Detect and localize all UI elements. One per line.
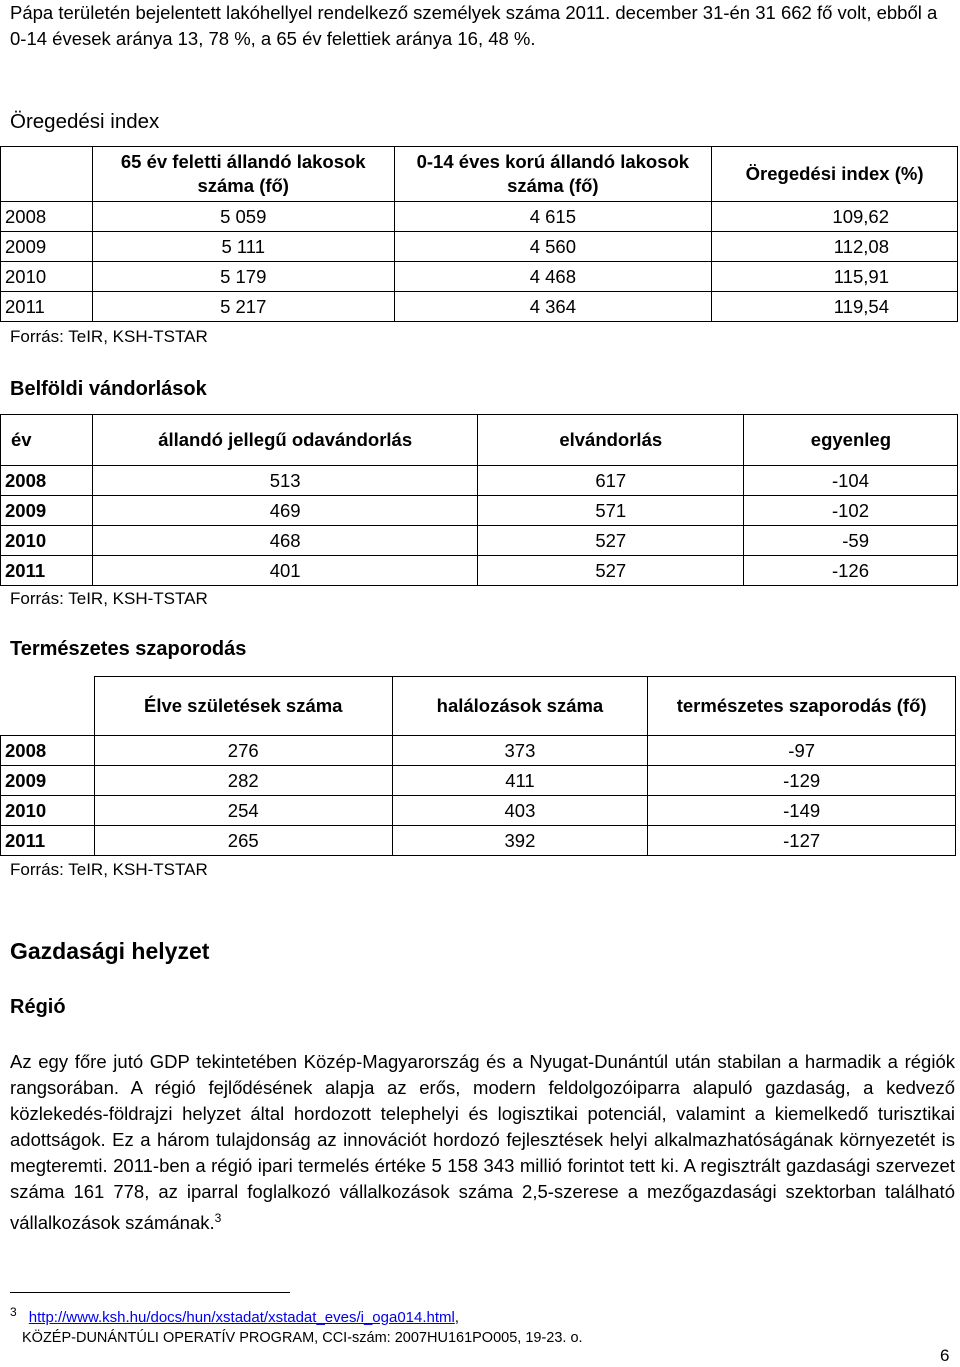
table-cell: 4 560: [394, 232, 712, 262]
table-cell: -59: [744, 526, 958, 556]
table-row: [1, 202, 958, 232]
table-cell: 109,62: [712, 202, 958, 232]
footnote-ref[interactable]: 3: [214, 1211, 222, 1225]
table-cell: 119,54: [712, 292, 958, 322]
table-cell: 513: [92, 466, 478, 496]
table-cell: 282: [94, 766, 392, 796]
footnote-link[interactable]: http://www.ksh.hu/docs/hun/xstadat/xstadat_eves/i_oga014.html: [28, 1308, 455, 1326]
table-cell: 401: [92, 556, 478, 586]
table-cell: 403: [392, 796, 648, 826]
table-cell: 5 111: [92, 232, 394, 262]
table-cell: -129: [648, 766, 956, 796]
header-cell: 65 év feletti állandó lakosok száma (fő): [92, 147, 394, 202]
table-row: [1, 466, 958, 496]
table-row: [1, 766, 956, 796]
natural-table: [0, 676, 956, 856]
table-cell: 373: [392, 736, 648, 766]
header-cell: egyenleg: [744, 415, 958, 466]
page-number: 6: [940, 1346, 950, 1365]
table-cell: 4 364: [394, 292, 712, 322]
economy-heading: Gazdasági helyzet: [10, 938, 210, 964]
table-header-row: [1, 415, 958, 466]
table-row: [1, 526, 958, 556]
header-cell: 0-14 éves korú állandó lakosok száma (fő): [394, 147, 712, 202]
aging-table: [0, 146, 958, 322]
table-cell: 527: [478, 556, 744, 586]
table-cell: 2008: [1, 736, 95, 766]
aging-title: Öregedési index: [10, 110, 160, 133]
footnote-text: KÖZÉP-DUNÁNTÚLI OPERATÍV PROGRAM, CCI-szám: 2007HU161PO005, 19-23. o.: [22, 1329, 583, 1346]
footnote: [10, 1302, 583, 1348]
table-cell: 2009: [1, 232, 93, 262]
table-cell: -126: [744, 556, 958, 586]
table-cell: -149: [648, 796, 956, 826]
natural-title: Természetes szaporodás: [10, 638, 247, 660]
table-cell: 468: [92, 526, 478, 556]
header-cell: állandó jellegű odavándorlás: [92, 415, 478, 466]
table-cell: 5 059: [92, 202, 394, 232]
table-cell: 2008: [1, 202, 93, 232]
table-cell: 411: [392, 766, 648, 796]
table-cell: 2011: [1, 556, 93, 586]
header-cell: Élve születések száma: [94, 677, 392, 736]
table-cell: -104: [744, 466, 958, 496]
table-cell: -102: [744, 496, 958, 526]
table-cell: 2009: [1, 766, 95, 796]
footnote-number: 3: [10, 1305, 17, 1319]
table-cell: 617: [478, 466, 744, 496]
table-cell: 115,91: [712, 262, 958, 292]
table-cell: 2010: [1, 526, 93, 556]
header-cell: Öregedési index (%): [712, 147, 958, 202]
migration-title: Belföldi vándorlások: [10, 378, 207, 400]
table-cell: -127: [648, 826, 956, 856]
table-row: [1, 232, 958, 262]
header-cell: halálozások száma: [392, 677, 648, 736]
region-heading: Régió: [10, 996, 66, 1018]
table-row: [1, 496, 958, 526]
table-cell: 2011: [1, 292, 93, 322]
header-cell: elvándorlás: [478, 415, 744, 466]
table-header-row: [1, 147, 958, 202]
header-cell: [1, 147, 93, 202]
table-cell: 4 468: [394, 262, 712, 292]
table-cell: 2009: [1, 496, 93, 526]
natural-source: Forrás: TeIR, KSH-TSTAR: [10, 860, 208, 879]
table-cell: 112,08: [712, 232, 958, 262]
table-row: [1, 292, 958, 322]
table-cell: 4 615: [394, 202, 712, 232]
table-cell: -97: [648, 736, 956, 766]
intro-paragraph: Pápa területén bejelentett lakóhellyel rendelkező személyek száma 2011. december 31-én 31 662 fő volt, ebből a 0-14 évesek aránya 13, 78 %, a 65 év felettiek aránya 16, 48 %.: [10, 2, 938, 49]
table-row: [1, 826, 956, 856]
table-cell: 392: [392, 826, 648, 856]
table-row: [1, 736, 956, 766]
table-cell: 469: [92, 496, 478, 526]
table-cell: 2010: [1, 796, 95, 826]
migration-source: Forrás: TeIR, KSH-TSTAR: [10, 589, 208, 608]
table-cell: 527: [478, 526, 744, 556]
table-cell: 5 179: [92, 262, 394, 292]
table-cell: 2008: [1, 466, 93, 496]
table-cell: 571: [478, 496, 744, 526]
header-cell: [1, 677, 95, 736]
aging-source: Forrás: TeIR, KSH-TSTAR: [10, 327, 208, 346]
footnote-divider: [10, 1292, 290, 1293]
table-cell: 2010: [1, 262, 93, 292]
table-cell: 265: [94, 826, 392, 856]
header-cell: természetes szaporodás (fő): [648, 677, 956, 736]
table-row: [1, 556, 958, 586]
table-header-row: [1, 677, 956, 736]
footnote-separator: ,: [454, 1309, 459, 1326]
table-cell: 5 217: [92, 292, 394, 322]
table-row: [1, 796, 956, 826]
header-cell: év: [1, 415, 93, 466]
table-cell: 276: [94, 736, 392, 766]
economy-paragraph: [10, 1049, 955, 1236]
table-cell: 254: [94, 796, 392, 826]
migration-table: [0, 414, 958, 586]
table-cell: 2011: [1, 826, 95, 856]
table-row: [1, 262, 958, 292]
economy-paragraph-text: Az egy főre jutó GDP tekintetében Közép-Magyarország és a Nyugat-Dunántúl után stabilan a harmadik a régiók rangsorában. A régió fejlődésének alapja az erős, modern feldolgozóiparra alapuló gazdaság, a kedvező közlekedés-földrajzi helyzet által hordozott telephelyi és logisztikai potenciál, valamint a kiemelkedő turisztikai adottságok. Ez a három tulajdonság az innovációt hordozó fejlesztések helyi alkalmazhatóságának környezetét is megteremti. 2011-ben a régió ipari termelés értéke 5 158 343 millió forintot tett ki. A regisztrált gazdasági szervezet száma 161 778, az iparral foglalkozó vállalkozások száma 2,5-szerese a mezőgazdasági szektorban található vállalkozások számának.: [10, 1051, 955, 1234]
